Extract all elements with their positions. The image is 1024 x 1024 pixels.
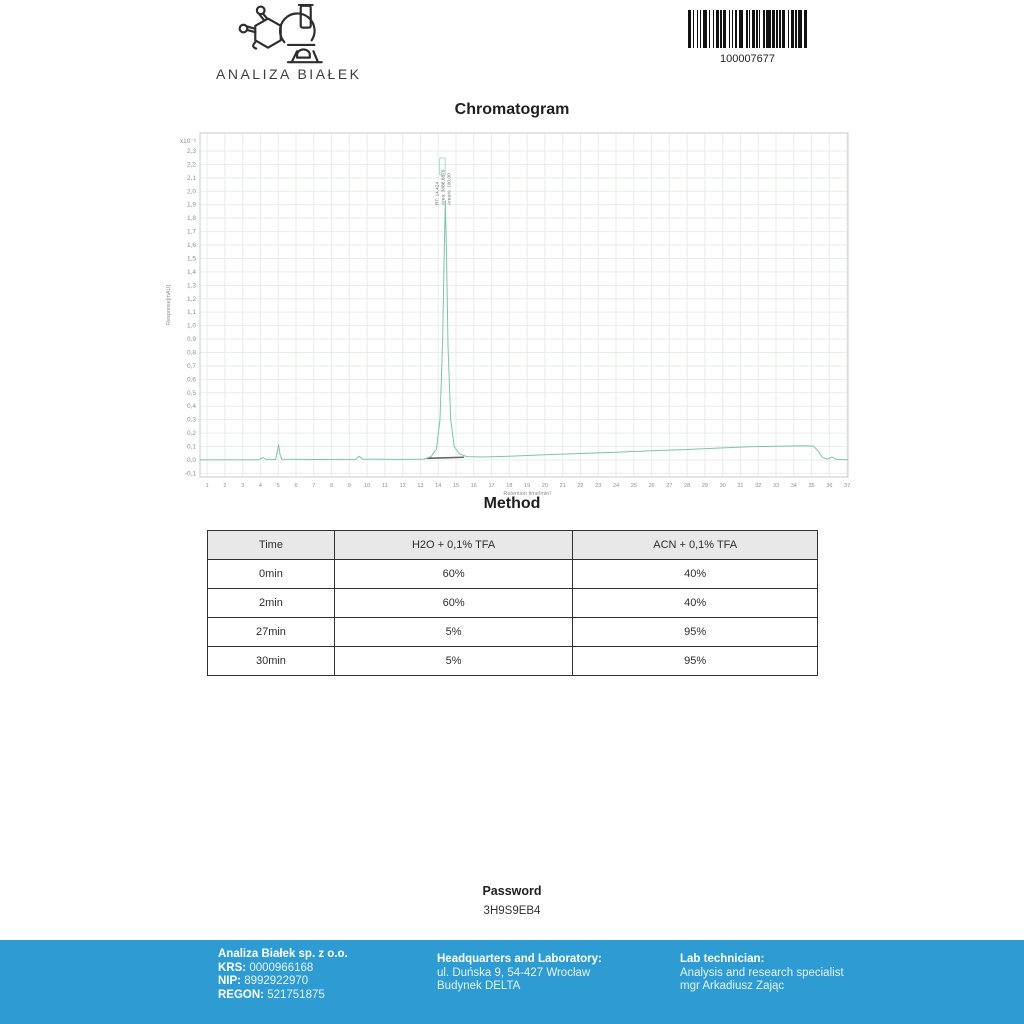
- svg-text:26: 26: [648, 483, 655, 489]
- svg-text:19: 19: [524, 483, 531, 489]
- svg-text:Area%: 100,00: Area%: 100,00: [447, 173, 453, 205]
- svg-text:2: 2: [223, 483, 227, 489]
- svg-text:7: 7: [312, 483, 316, 489]
- barcode-bars-icon: [687, 10, 808, 48]
- svg-text:0,7: 0,7: [186, 362, 196, 370]
- svg-text:0,8: 0,8: [186, 349, 196, 357]
- svg-text:0,1: 0,1: [186, 443, 196, 451]
- svg-text:0,9: 0,9: [186, 336, 196, 344]
- svg-text:28: 28: [684, 483, 691, 489]
- svg-text:1,6: 1,6: [186, 242, 196, 250]
- table-row: [208, 589, 818, 618]
- footer-lab-technician: [680, 953, 844, 994]
- hq-address-line1: ul. Duńska 9, 54-427 Wrocław: [437, 966, 591, 979]
- barcode-number: 100007677: [719, 53, 776, 65]
- svg-text:22: 22: [577, 483, 584, 489]
- chromatogram-chart: [160, 130, 860, 495]
- svg-text:0,5: 0,5: [186, 389, 196, 397]
- svg-text:15: 15: [452, 483, 460, 489]
- svg-text:0,4: 0,4: [186, 403, 196, 411]
- svg-text:0,3: 0,3: [186, 416, 196, 424]
- svg-text:33: 33: [772, 483, 780, 489]
- col-header-time: Time: [208, 531, 335, 560]
- hq-address-line2: Budynek DELTA: [437, 980, 521, 992]
- svg-text:8: 8: [330, 483, 334, 489]
- svg-text:25: 25: [630, 483, 637, 489]
- cell-acn: 95%: [573, 618, 818, 647]
- password-label: Password: [482, 884, 542, 898]
- svg-text:0,0: 0,0: [186, 456, 196, 464]
- cell-h2o: 5%: [334, 618, 573, 647]
- svg-text:Area: 3088,6876: Area: 3088,6876: [441, 169, 447, 205]
- password-value: 3H9S9EB4: [483, 905, 541, 917]
- svg-text:32: 32: [755, 483, 762, 489]
- company-regon: REGON: 521751875: [218, 988, 325, 1001]
- svg-text:4: 4: [258, 483, 262, 489]
- svg-text:1,2: 1,2: [186, 295, 196, 303]
- svg-text:21: 21: [559, 483, 566, 489]
- company-name-logo-text: ANALIZA BIAŁEK: [216, 66, 362, 82]
- tech-title: Lab technician:: [680, 953, 765, 965]
- svg-text:-0,1: -0,1: [184, 470, 196, 478]
- svg-text:3: 3: [241, 483, 245, 489]
- svg-text:1,0: 1,0: [186, 322, 196, 330]
- cell-h2o: 60%: [334, 589, 573, 618]
- svg-text:16: 16: [470, 483, 477, 489]
- svg-text:6: 6: [294, 483, 298, 489]
- svg-text:2,0: 2,0: [186, 188, 196, 196]
- col-header-acn: ACN + 0,1% TFA: [573, 531, 818, 560]
- hq-title: Headquarters and Laboratory:: [437, 953, 602, 965]
- svg-text:35: 35: [808, 483, 815, 489]
- svg-text:23: 23: [595, 483, 602, 489]
- svg-text:24: 24: [612, 483, 620, 489]
- molecule-microscope-icon: [228, 4, 328, 64]
- table-row: [208, 647, 818, 676]
- svg-text:29: 29: [701, 483, 708, 489]
- svg-text:2,3: 2,3: [186, 147, 196, 155]
- svg-text:20: 20: [541, 483, 548, 489]
- svg-text:37: 37: [844, 483, 851, 489]
- company-name: Analiza Białek sp. z o.o.: [218, 948, 348, 960]
- barcode: [687, 10, 808, 65]
- footer-headquarters: [437, 953, 602, 994]
- svg-text:Response[mAU]: Response[mAU]: [166, 284, 172, 326]
- svg-text:9: 9: [347, 483, 351, 489]
- svg-text:12: 12: [399, 483, 406, 489]
- tech-name: mgr Arkadiusz Zając: [680, 980, 785, 992]
- table-row: [208, 560, 818, 589]
- svg-text:0,6: 0,6: [186, 376, 196, 384]
- svg-text:1,5: 1,5: [186, 255, 196, 263]
- svg-text:36: 36: [826, 483, 833, 489]
- cell-time: 0min: [208, 560, 335, 589]
- svg-text:Retention time[min]: Retention time[min]: [503, 491, 551, 495]
- col-header-h2o: H2O + 0,1% TFA: [334, 531, 573, 560]
- cell-time: 2min: [208, 589, 335, 618]
- footer-bar: [0, 940, 1024, 1024]
- svg-text:1,8: 1,8: [186, 215, 196, 223]
- svg-text:30: 30: [719, 483, 726, 489]
- svg-text:0,2: 0,2: [186, 430, 196, 438]
- table-header-row: [208, 531, 818, 560]
- tech-specialist: Analysis and research specialist: [680, 966, 844, 979]
- method-table: [207, 530, 818, 676]
- svg-text:14: 14: [435, 483, 442, 489]
- svg-text:2,1: 2,1: [186, 174, 196, 182]
- svg-text:1,9: 1,9: [186, 201, 196, 209]
- svg-text:31: 31: [737, 483, 744, 489]
- svg-text:13: 13: [417, 483, 424, 489]
- cell-h2o: 5%: [334, 647, 573, 676]
- svg-text:27: 27: [666, 483, 673, 489]
- cell-acn: 95%: [573, 647, 818, 676]
- company-krs: KRS: 0000966168: [218, 961, 314, 974]
- svg-text:11: 11: [382, 483, 388, 489]
- company-nip: NIP: 8992922970: [218, 975, 309, 987]
- cell-h2o: 60%: [334, 560, 573, 589]
- method-heading: Method: [483, 495, 541, 512]
- svg-text:2,2: 2,2: [186, 161, 196, 169]
- svg-text:1,7: 1,7: [186, 228, 196, 236]
- svg-text:RT: 14,424: RT: 14,424: [435, 181, 441, 205]
- svg-text:10: 10: [364, 483, 371, 489]
- footer-company-info: [218, 948, 348, 1002]
- svg-text:18: 18: [506, 483, 513, 489]
- svg-text:1,1: 1,1: [186, 309, 196, 317]
- svg-text:17: 17: [488, 483, 495, 489]
- svg-text:5: 5: [276, 483, 280, 489]
- svg-text:x10⁻²: x10⁻²: [179, 137, 196, 145]
- svg-text:1,4: 1,4: [186, 268, 196, 276]
- cell-time: 30min: [208, 647, 335, 676]
- svg-text:34: 34: [790, 483, 797, 489]
- cell-acn: 40%: [573, 560, 818, 589]
- chromatogram-heading: Chromatogram: [454, 101, 570, 118]
- svg-text:1: 1: [205, 483, 209, 489]
- cell-time: 27min: [208, 618, 335, 647]
- cell-acn: 40%: [573, 589, 818, 618]
- company-logo: [216, 4, 362, 82]
- table-row: [208, 618, 818, 647]
- svg-text:1,3: 1,3: [186, 282, 196, 290]
